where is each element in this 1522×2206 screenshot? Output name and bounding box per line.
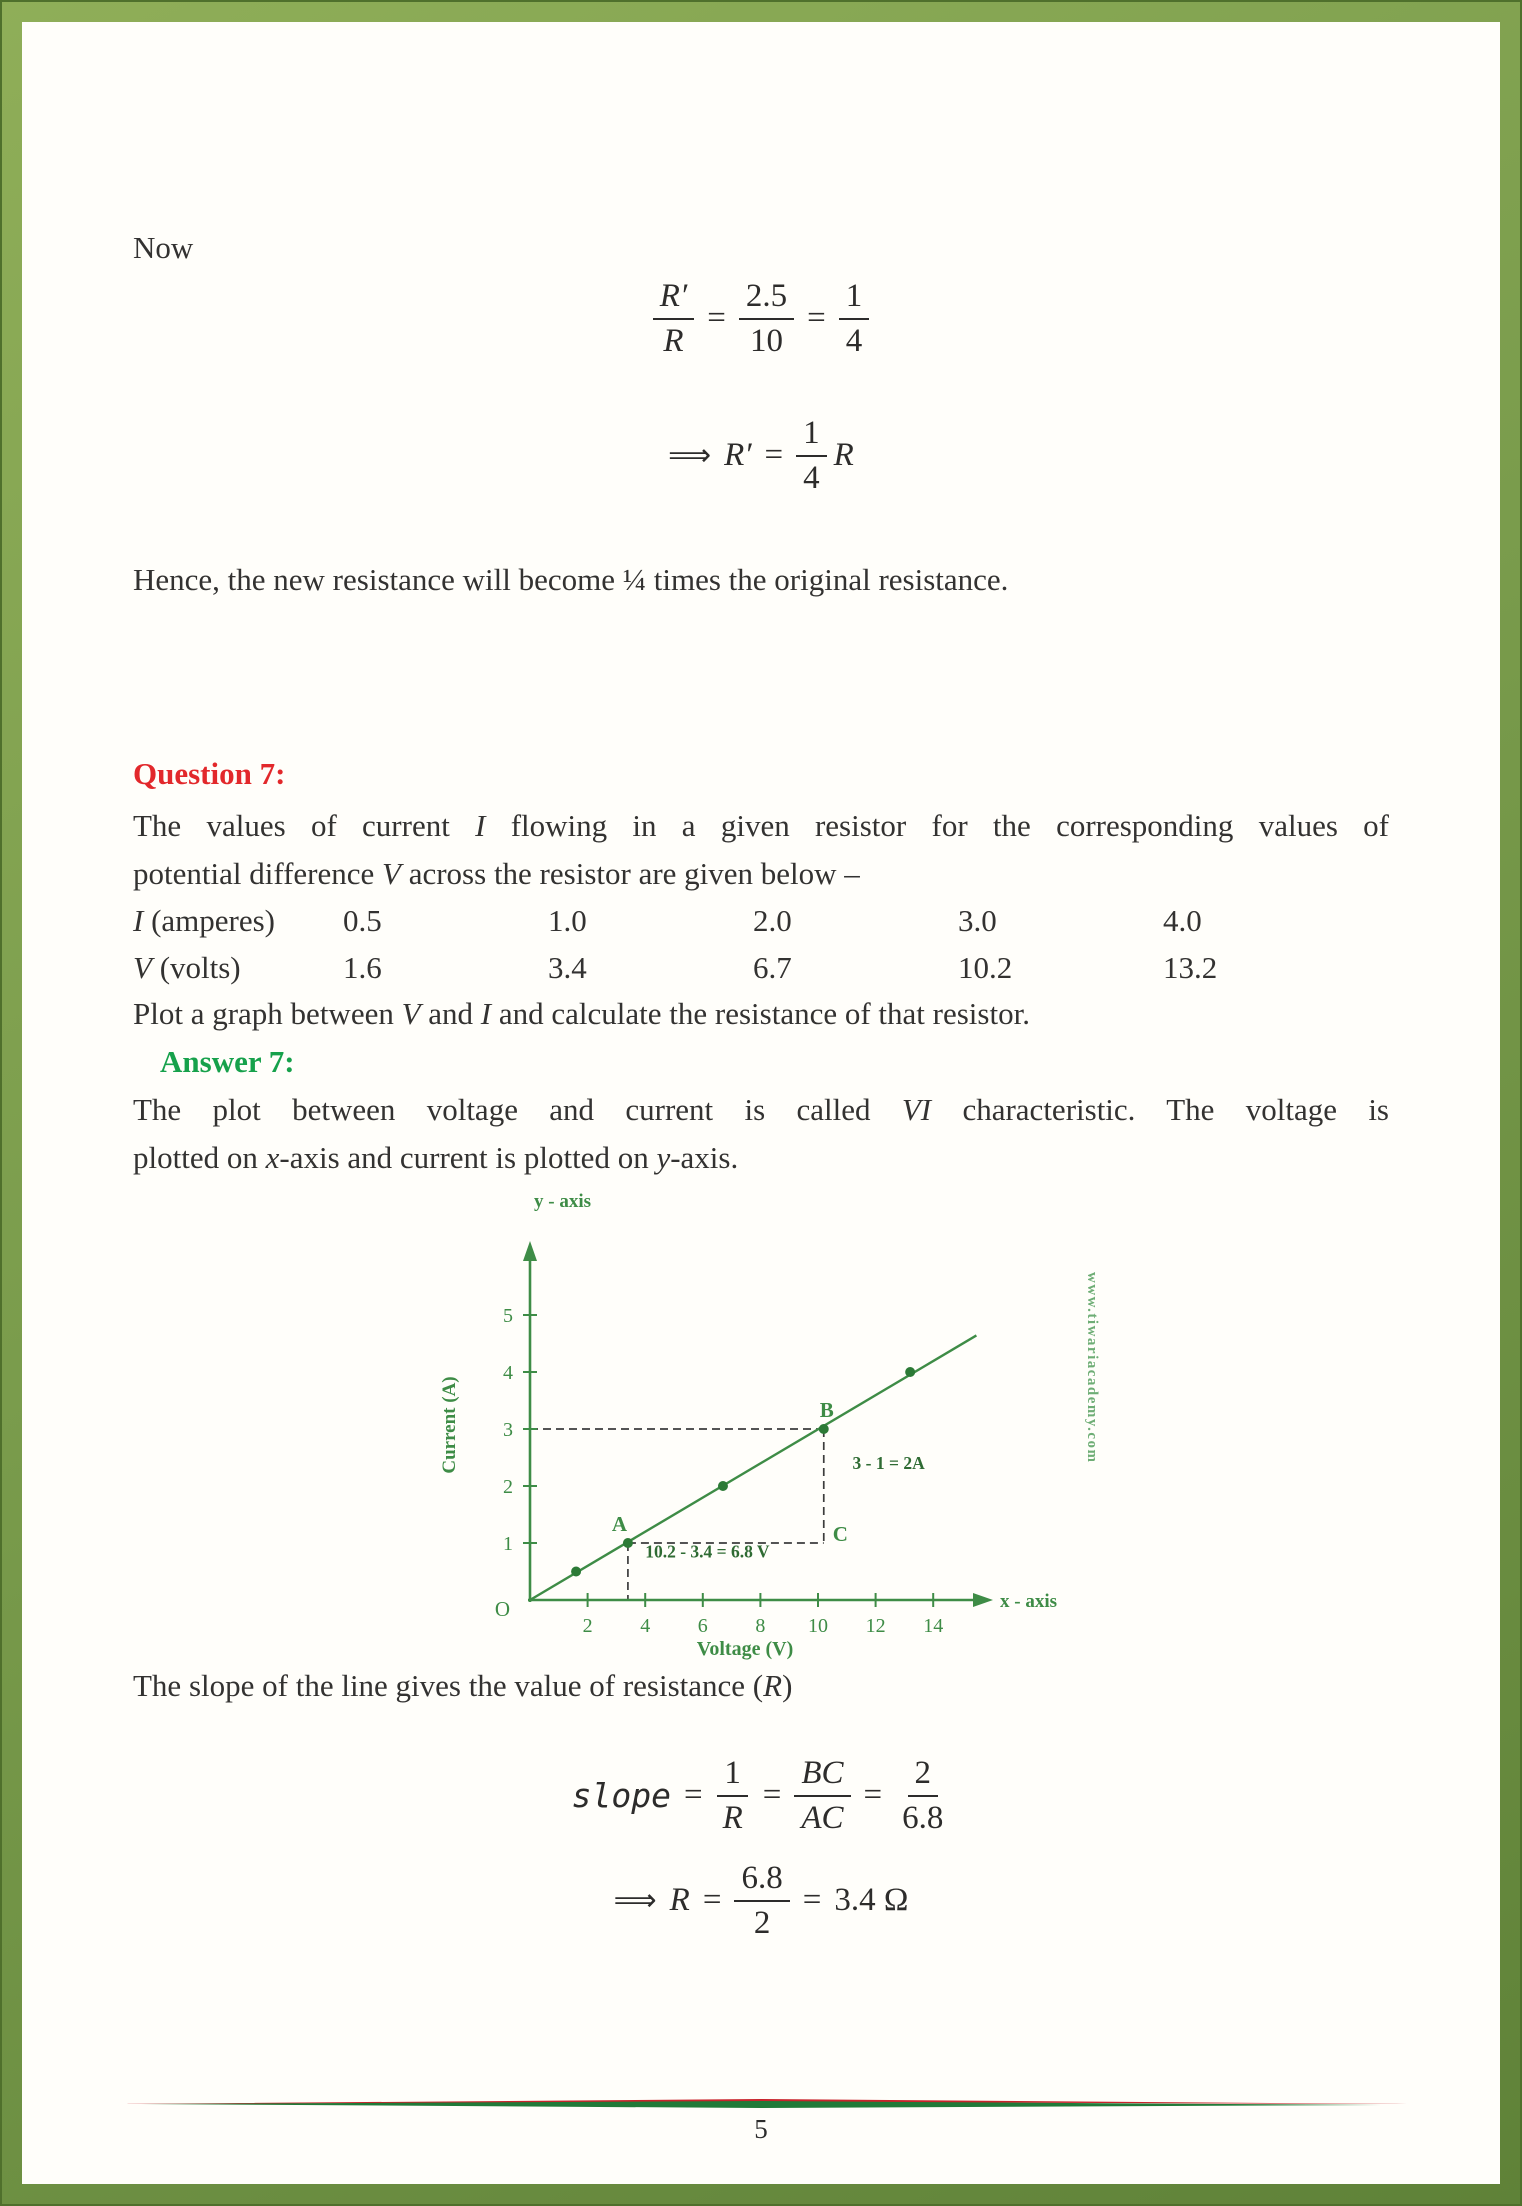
seg: and [420, 996, 481, 1031]
eq-token: 4 [803, 459, 820, 496]
table-cell: 3.0 [958, 903, 997, 938]
hence-text: Hence, the new resistance will become ¼ times the original resistance. [133, 562, 1009, 597]
table-cell: 1.0 [548, 903, 587, 938]
implies-arrow-icon: ⟹ [668, 438, 712, 474]
table-cell: 3.4 [548, 950, 587, 985]
question-text-line2 [133, 856, 860, 892]
seg: The values of current [133, 808, 476, 843]
eq-token: AC [801, 1799, 844, 1836]
eq-token: 1 [717, 1755, 748, 1797]
y-tick-label: 3 [503, 1419, 513, 1441]
eq-token: 3.4 Ω [834, 1882, 909, 1919]
data-point [905, 1367, 915, 1377]
var-x: x [265, 1140, 280, 1175]
document-page [22, 22, 1500, 2184]
eq-token: 2 [753, 1904, 771, 1941]
x-axis-caption: x - axis [1000, 1591, 1057, 1612]
eq-token: 2.5 [739, 278, 794, 320]
equals-sign: = [863, 1777, 883, 1814]
row-label: (amperes) [143, 903, 276, 938]
y-tick-label: 1 [503, 1533, 513, 1555]
seg: across the resistor are given below – [400, 856, 860, 891]
fraction [839, 278, 870, 360]
var-y: y [656, 1140, 671, 1175]
equals-sign: = [764, 437, 784, 474]
seg: flowing in a given resistor for the corresponding values of [485, 808, 1389, 843]
data-point [571, 1567, 581, 1577]
x-tick-label: 10 [808, 1615, 828, 1637]
data-point [718, 1481, 728, 1491]
x-tick-label: 8 [755, 1615, 766, 1637]
question-text-line1 [133, 808, 1389, 844]
equation-resistance-ratio [22, 278, 1500, 360]
eq-token: R [669, 1882, 690, 1919]
equation-resistance-value [22, 1860, 1500, 1942]
var-V: V [382, 856, 401, 891]
var-VI: VI [901, 1092, 932, 1127]
x-tick-label: 14 [923, 1615, 944, 1637]
table-row-current [133, 903, 1423, 939]
x-tick-label: 12 [865, 1615, 886, 1637]
table-cell: 1.6 [343, 950, 382, 985]
question-heading: Question 7: [133, 756, 286, 791]
x-tick-label: 6 [697, 1615, 708, 1637]
equals-sign: = [762, 1777, 782, 1814]
eq-token: R′ [653, 278, 694, 320]
eq-token: 1 [839, 278, 870, 320]
eq-token: R [833, 437, 854, 474]
x-tick-label: 2 [582, 1615, 593, 1637]
eq-token: R [722, 1799, 743, 1836]
vi-characteristic-graph [415, 1185, 1115, 1685]
y-tick-label: 2 [503, 1476, 513, 1498]
x-axis-title: Voltage (V) [696, 1638, 794, 1660]
var-V: V [401, 996, 421, 1031]
page-number: 5 [754, 2114, 768, 2144]
origin-label: O [494, 1597, 510, 1621]
fraction [796, 415, 827, 497]
equals-sign: = [807, 300, 826, 337]
var-I: I [480, 996, 492, 1031]
table-cell: 0.5 [343, 903, 382, 938]
var-I: I [475, 808, 486, 843]
eq-token: R′ [724, 437, 752, 474]
fraction [895, 1755, 950, 1837]
eq-token: BC [794, 1755, 850, 1797]
point-label-C: C [832, 1522, 848, 1546]
answer-text-line1 [133, 1092, 1389, 1128]
y-tick-label: 4 [503, 1362, 513, 1384]
y-axis-arrow-icon [523, 1241, 537, 1261]
x-tick-label: 4 [640, 1615, 651, 1637]
eq-token: R [663, 322, 684, 359]
eq-token: 10 [749, 322, 783, 359]
fraction [716, 1755, 750, 1837]
point-label-A: A [611, 1512, 628, 1536]
eq-token: 6.8 [902, 1799, 944, 1836]
divider-flourish [115, 2096, 1407, 2110]
fraction [739, 278, 794, 360]
table-row-voltage [133, 950, 1423, 986]
equation-resistance-result [22, 415, 1500, 497]
point-label-B: B [819, 1398, 834, 1422]
y-tick-label: 5 [503, 1305, 513, 1327]
annotation-1: 10.2 - 3.4 = 6.8 V [645, 1541, 770, 1562]
seg: plotted on [133, 1140, 266, 1175]
vi-chart-svg [415, 1185, 1115, 1685]
answer-heading: Answer 7: [160, 1044, 295, 1079]
watermark-text: www.tiwariacademy.com [1084, 1272, 1100, 1464]
equals-sign: = [707, 300, 726, 337]
seg: -axis. [670, 1140, 739, 1175]
seg: ) [782, 1668, 793, 1703]
row-label: (volts) [151, 950, 241, 985]
table-cell: 2.0 [753, 903, 792, 938]
annotation-0: 3 - 1 = 2A [852, 1452, 925, 1473]
equals-sign: = [683, 1777, 703, 1814]
data-point [623, 1538, 633, 1548]
eq-token: 1 [796, 415, 827, 457]
x-axis-arrow-icon [973, 1593, 993, 1607]
data-point [819, 1424, 829, 1434]
eq-token: 4 [845, 322, 863, 359]
seg: characteristic. The voltage is [931, 1092, 1389, 1127]
fraction [653, 278, 694, 360]
divider-green-shape [141, 2101, 1381, 2108]
seg: Plot a graph between [133, 996, 402, 1031]
equals-sign: = [802, 1882, 822, 1919]
fraction [794, 1755, 850, 1837]
seg: The slope of the line gives the value of resistance ( [133, 1668, 764, 1703]
eq-token: slope [571, 1776, 671, 1816]
y-axis-title: Current (A) [439, 1376, 460, 1474]
question-plot-instruction [133, 996, 1030, 1032]
now-label: Now [133, 230, 194, 265]
seg: The plot between voltage and current is called [133, 1092, 902, 1127]
var-I: I [133, 903, 144, 938]
equals-sign: = [702, 1882, 722, 1919]
table-cell: 6.7 [753, 950, 792, 985]
var-V: V [133, 950, 152, 985]
y-axis-caption: y - axis [534, 1191, 591, 1212]
table-cell: 13.2 [1163, 950, 1218, 985]
seg: -axis and current is plotted on [279, 1140, 657, 1175]
equation-slope [22, 1755, 1500, 1837]
eq-token: 2 [908, 1755, 939, 1797]
answer-text-line2 [133, 1140, 738, 1176]
seg: and calculate the resistance of that resistor. [491, 996, 1030, 1031]
eq-token: 6.8 [734, 1860, 789, 1902]
implies-arrow-icon: ⟹ [613, 1883, 657, 1919]
seg: potential difference [133, 856, 383, 891]
fraction [734, 1860, 789, 1942]
var-R: R [763, 1668, 783, 1703]
table-cell: 4.0 [1163, 903, 1202, 938]
table-cell: 10.2 [958, 950, 1013, 985]
slope-note [133, 1668, 792, 1704]
